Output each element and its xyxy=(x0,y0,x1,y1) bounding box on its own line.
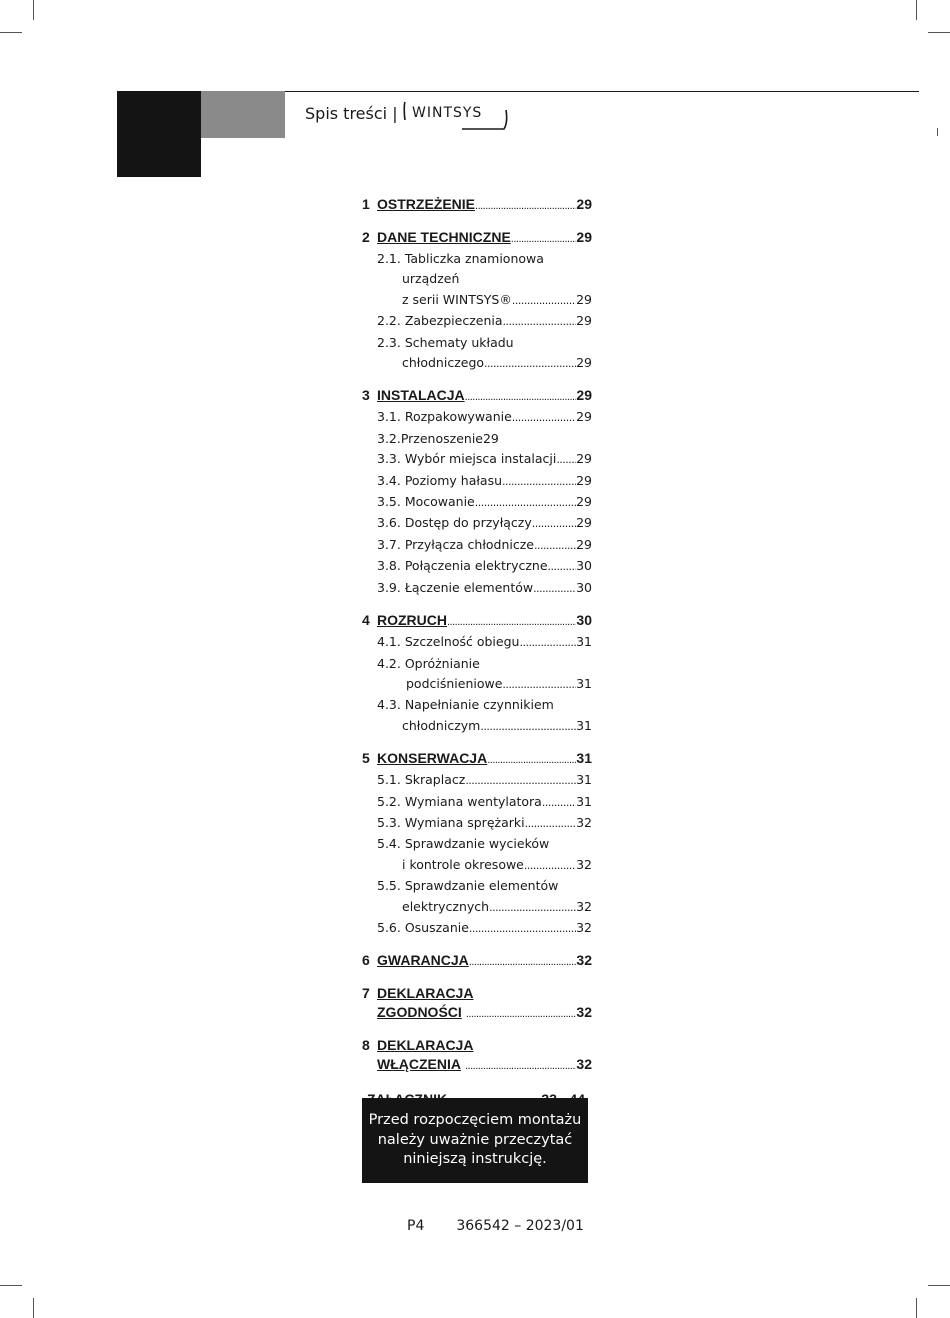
subsection-label: 3.5. Mocowanie xyxy=(377,494,475,510)
subsection-page: 29 xyxy=(576,451,592,467)
notice-box xyxy=(362,1098,588,1183)
crop-mark xyxy=(937,128,938,136)
subsection-label: 4.1. Szczelność obiegu xyxy=(377,634,520,650)
section-page: 32 xyxy=(576,952,592,969)
subsection-page: 29 xyxy=(576,313,592,329)
subsection-item xyxy=(377,407,592,428)
subsection-label-cont: urządzeń xyxy=(402,271,460,287)
crop-mark xyxy=(916,1298,917,1318)
subsection-page: 29 xyxy=(576,409,592,425)
section-page: 32 xyxy=(576,1056,592,1073)
subsection-item xyxy=(377,492,592,513)
wintsys-logo xyxy=(402,100,510,132)
logo-text: WINTSYS xyxy=(412,105,483,121)
subsection-label: 5.5. Sprawdzanie elementów xyxy=(377,878,559,894)
subsection-item xyxy=(377,578,592,599)
section-title: ROZRUCH xyxy=(377,612,447,629)
table-of-contents xyxy=(362,195,592,1111)
subsection-label-cont: chłodniczego xyxy=(402,355,485,371)
subsection-item xyxy=(377,556,592,577)
section-line xyxy=(362,1003,592,1024)
toc-section xyxy=(362,195,592,216)
section-title: OSTRZEŻENIE xyxy=(377,196,476,212)
dot-leader xyxy=(524,856,576,876)
section-number: 2 xyxy=(362,229,370,245)
section-number: 8 xyxy=(362,1037,370,1054)
dot-leader xyxy=(465,771,576,791)
subsection-label: 2.3. Schematy układu xyxy=(377,334,514,350)
subsection-label: 3.2.Przenoszenie29 xyxy=(377,430,499,446)
subsection-item xyxy=(377,449,592,470)
subsection-item xyxy=(377,770,592,791)
header-rule xyxy=(285,91,919,92)
subsection-page: 29 xyxy=(576,494,592,510)
section-line xyxy=(362,1036,592,1055)
subsection-item xyxy=(377,471,592,492)
dot-leader xyxy=(475,493,576,513)
header-black-block xyxy=(117,91,201,177)
section-number: 6 xyxy=(362,952,370,969)
dot-leader xyxy=(556,450,576,470)
dot-leader xyxy=(469,919,576,939)
subsection-continuation xyxy=(377,353,592,374)
dot-leader xyxy=(489,898,576,918)
dot-leader xyxy=(466,1005,577,1024)
dot-leader xyxy=(484,354,576,374)
subsection-continuation xyxy=(377,269,592,289)
subsection-page: 31 xyxy=(576,793,592,809)
subsection-list xyxy=(362,632,592,737)
subsection-item xyxy=(377,429,592,449)
dot-leader xyxy=(519,633,576,653)
dot-leader xyxy=(511,230,577,249)
crop-mark xyxy=(928,1285,950,1286)
section-title: KONSERWACJA xyxy=(377,750,488,767)
section-number: 3 xyxy=(362,387,370,404)
dot-leader xyxy=(532,514,576,534)
subsection-continuation xyxy=(377,674,592,695)
dot-leader xyxy=(525,814,577,834)
crop-mark xyxy=(0,1285,22,1286)
subsection-page: 31 xyxy=(576,717,592,733)
subsection-page: 32 xyxy=(576,919,592,935)
toc-section xyxy=(362,1036,592,1076)
subsection-label: 2.1. Tabliczka znamionowa xyxy=(377,251,544,266)
page-number: P4 xyxy=(407,1218,425,1234)
notice-line: niniejszą instrukcję. xyxy=(403,1151,547,1168)
page-footer xyxy=(407,1218,584,1234)
section-title: DEKLARACJA xyxy=(377,985,474,1002)
subsection-label: 4.2. Opróżnianie xyxy=(377,655,480,671)
dot-leader xyxy=(469,953,577,972)
subsection-page: 32 xyxy=(576,814,592,830)
toc-section xyxy=(362,228,592,249)
subsection-label: 3.6. Dostęp do przyłączy xyxy=(377,515,532,531)
notice-line: Przed rozpoczęciem montażu xyxy=(368,1112,582,1129)
section-number: 1 xyxy=(362,196,370,212)
subsection-label: 5.1. Skraplacz xyxy=(377,772,466,788)
subsection-page: 30 xyxy=(576,579,592,595)
crop-mark xyxy=(928,32,950,33)
subsection-list xyxy=(362,249,592,374)
subsection-page: 29 xyxy=(576,291,592,307)
subsection-list xyxy=(362,770,592,939)
crop-mark xyxy=(916,0,917,20)
dot-leader xyxy=(502,675,576,695)
subsection-item xyxy=(377,513,592,534)
subsection-item xyxy=(377,918,592,939)
section-title: GWARANCJA xyxy=(377,952,469,969)
subsection-label: 5.2. Wymiana wentylatora xyxy=(377,793,542,809)
section-number: 5 xyxy=(362,750,370,767)
subsection-label: 5.4. Sprawdzanie wycieków xyxy=(377,836,550,852)
dot-leader xyxy=(512,291,576,311)
subsection-label: 4.3. Napełnianie czynnikiem xyxy=(377,697,554,713)
dot-leader xyxy=(533,579,576,599)
subsection-label: 3.4. Poziomy hałasu xyxy=(377,472,503,488)
header-grey-block xyxy=(201,91,285,138)
notice-line: należy uważnie przeczytać xyxy=(377,1131,573,1148)
subsection-continuation xyxy=(377,716,592,737)
section-page: 31 xyxy=(576,750,592,767)
section-page: 29 xyxy=(576,229,592,245)
subsection-continuation xyxy=(377,290,592,311)
subsection-label: 3.7. Przyłącza chłodnicze xyxy=(377,536,534,552)
subsection-item xyxy=(377,311,592,332)
subsection-page: 31 xyxy=(576,675,592,691)
toc-section xyxy=(362,749,592,770)
section-page: 29 xyxy=(576,196,592,212)
section-title: ZGODNOŚCI xyxy=(377,1004,462,1021)
subsection-label: 3.3. Wybór miejsca instalacji xyxy=(377,451,557,467)
subsection-label-cont: chłodniczym xyxy=(402,717,481,733)
section-number: 4 xyxy=(362,612,370,629)
toc-section xyxy=(362,984,592,1024)
section-title: INSTALACJA xyxy=(377,387,465,404)
subsection-item xyxy=(377,632,592,653)
subsection-label: 5.6. Osuszanie xyxy=(377,919,469,935)
dot-leader xyxy=(542,793,576,813)
dot-leader xyxy=(480,717,576,737)
subsection-page: 32 xyxy=(576,898,592,914)
subsection-label: 5.3. Wymiana sprężarki xyxy=(377,814,525,830)
section-line xyxy=(362,1055,592,1076)
dot-leader xyxy=(487,751,576,770)
subsection-label-cont: elektrycznych xyxy=(402,898,490,914)
subsection-label: 3.9. Łączenie elementów xyxy=(377,579,534,595)
section-page: 32 xyxy=(576,1004,592,1021)
toc-section xyxy=(362,611,592,632)
section-title: DANE TECHNICZNE xyxy=(377,229,511,245)
subsection-page: 32 xyxy=(576,856,592,872)
section-number: 7 xyxy=(362,985,370,1002)
subsection-page: 29 xyxy=(576,515,592,531)
crop-mark xyxy=(33,0,34,20)
subsection-label: 3.8. Połączenia elektryczne xyxy=(377,558,548,574)
dot-leader xyxy=(465,1057,576,1076)
dot-leader xyxy=(534,536,576,556)
subsection-label: 2.2. Zabezpieczenia xyxy=(377,313,503,329)
subsection-page: 31 xyxy=(576,772,592,788)
page-title: Spis treści | xyxy=(305,104,398,123)
section-page: 30 xyxy=(576,612,592,629)
subsection-label: 3.1. Rozpakowywanie xyxy=(377,409,512,425)
subsection-label-cont: z serii WINTSYS® xyxy=(402,291,512,307)
subsection-item xyxy=(377,792,592,813)
dot-leader xyxy=(475,197,576,216)
subsection-list xyxy=(362,407,592,599)
subsection-label-cont: podciśnieniowe xyxy=(406,675,503,691)
crop-mark xyxy=(0,32,22,33)
subsection-page: 29 xyxy=(576,536,592,552)
section-line xyxy=(362,984,592,1003)
subsection-item xyxy=(377,813,592,834)
document-number: 366542 – 2023/01 xyxy=(456,1218,584,1234)
dot-leader xyxy=(465,388,577,407)
section-page: 29 xyxy=(576,387,592,404)
subsection-page: 29 xyxy=(576,355,592,371)
subsection-label-cont: i kontrole okresowe xyxy=(402,856,524,872)
dot-leader xyxy=(503,312,577,332)
subsection-page: 30 xyxy=(576,558,592,574)
section-title: WŁĄCZENIA xyxy=(377,1056,461,1073)
dot-leader xyxy=(502,472,576,492)
subsection-page: 31 xyxy=(576,634,592,650)
dot-leader xyxy=(548,557,577,577)
subsection-page: 29 xyxy=(576,472,592,488)
dot-leader xyxy=(512,408,576,428)
section-title: DEKLARACJA xyxy=(377,1037,474,1054)
toc-section xyxy=(362,951,592,972)
dot-leader xyxy=(447,613,576,632)
subsection-continuation xyxy=(377,897,592,918)
subsection-continuation xyxy=(377,855,592,876)
toc-section xyxy=(362,386,592,407)
crop-mark xyxy=(33,1298,34,1318)
subsection-item xyxy=(377,535,592,556)
